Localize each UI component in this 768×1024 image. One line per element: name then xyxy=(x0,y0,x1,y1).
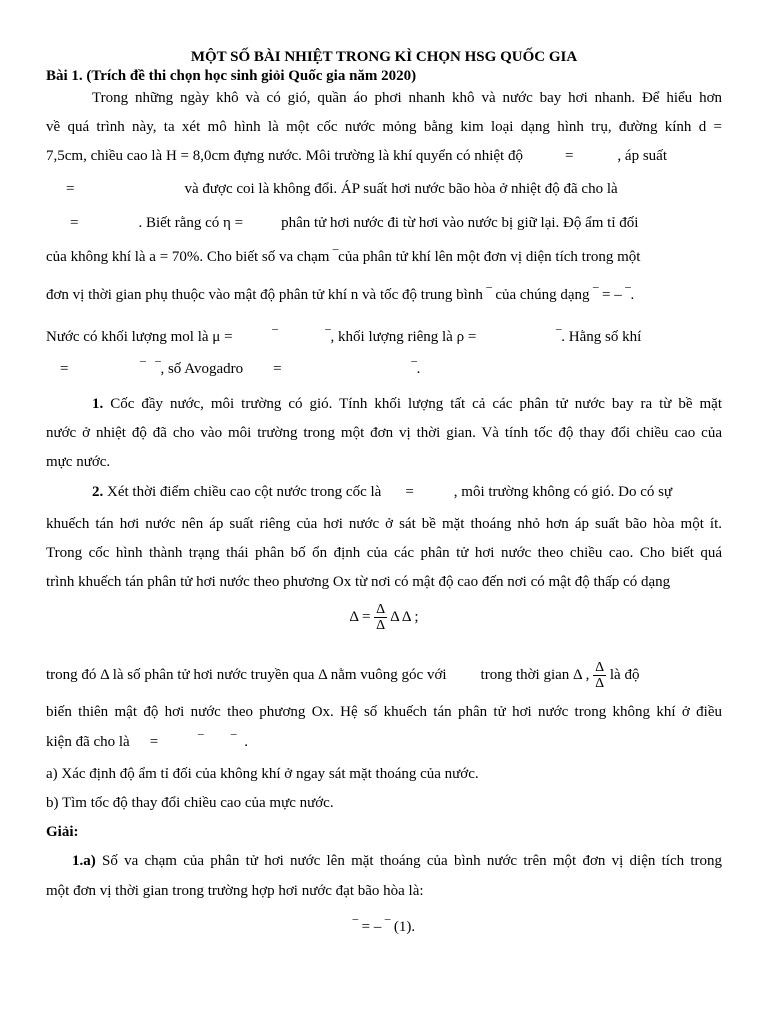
text-line: biến thiên mật độ hơi nước theo phương Ox. Hệ số khuếch tán phân tử hơi nước trong không khí ở điều xyxy=(46,704,722,720)
text-line: 7,5cm, chiều cao là H = 8,0cm đựng nước. Môi trường là khí quyển có nhiệt độ = , áp suất xyxy=(46,148,667,164)
part-a: a) Xác định độ ẩm tỉ đối của không khí ở ngay sát mặt thoáng của nước. xyxy=(46,766,479,782)
text-line: một đơn vị thời gian trong trường hợp hơi nước đạt bão hòa là: xyxy=(46,883,424,899)
text-line: Trong cốc hình thành trạng thái phân bố ổn định của các phân tử hơi nước theo chiều cao. Cho biết quá xyxy=(46,545,722,561)
text-line: nước ở nhiệt độ đã cho vào môi trường trong một đơn vị thời gian. Và tính tốc độ thay đổi chiều cao của xyxy=(46,425,722,441)
question-1-line: 1. Cốc đầy nước, môi trường có gió. Tính khối lượng tất cả các phân tử nước bay ra từ bề mặt xyxy=(92,396,722,412)
text-line: = ‾ ‾, số Avogadro = ‾. xyxy=(60,361,421,377)
solution-line: 1.a) Số va chạm của phân tử hơi nước lên mặt thoáng của bình nước trên một đơn vị diện tích trong xyxy=(72,853,723,869)
text-line: về quá trình này, ta xét mô hình là một cốc nước mỏng bằng kim loại dạng hình trụ, đường kính d = xyxy=(46,119,722,135)
text-line: trong đó Δ là số phân tử hơi nước truyền qua Δ nằm vuông góc với trong thời gian Δ , $\frac{\Delta}{\Delta}$ là độ xyxy=(46,660,640,691)
question-2-line: 2. Xét thời điểm chiều cao cột nước trong cốc là = , môi trường không có gió. Do có sự xyxy=(92,484,673,500)
solution-label: Giải: xyxy=(46,824,79,840)
page-title: MỘT SỐ BÀI NHIỆT TRONG KÌ CHỌN HSG QUỐC GIA xyxy=(190,49,578,65)
text-line: Nước có khối lượng mol là μ = ‾ ‾, khối lượng riêng là ρ = ‾. Hằng số khí xyxy=(46,329,642,345)
diffusion-equation: Δ = $\frac{\Delta}{\Delta}$ Δ Δ ; xyxy=(349,602,419,633)
fraction: $\frac{\Delta}{\Delta}$ xyxy=(595,660,605,691)
text-line: của không khí là a = 70%. Cho biết số va chạm ‾của phân tử khí lên một đơn vị diện tích trong một xyxy=(46,249,641,265)
text-line: đơn vị thời gian phụ thuộc vào mật độ phân tử khí n và tốc độ trung bình ‾ của chúng dạng ‾ = – ‾. xyxy=(46,287,635,303)
problem-heading: Bài 1. (Trích đề thi chọn học sinh giỏi Quốc gia năm 2020) xyxy=(46,68,417,84)
text-line: = và được coi là không đổi. ÁP suất hơi nước bão hòa ở nhiệt độ đã cho là xyxy=(66,181,618,197)
text-line: trình khuếch tán phân tử hơi nước theo phương Ox từ nơi có mật độ cao đến nơi có mật độ thấp có dạng xyxy=(46,574,671,590)
equation-1: ‾ = – ‾ (1). xyxy=(352,919,416,935)
text-line: Trong những ngày khô và có gió, quần áo phơi nhanh khô và nước bay hơi nhanh. Để hiểu hơn xyxy=(92,90,722,106)
part-b: b) Tìm tốc độ thay đổi chiều cao của mực nước. xyxy=(46,795,334,811)
text-line: kiện đã cho là = ‾ ‾ . xyxy=(46,734,248,750)
text-line: khuếch tán hơi nước nên áp suất riêng của hơi nước ở sát bề mặt thoáng nhỏ hơn áp suất bão hòa một ít. xyxy=(46,516,722,532)
text-line: mực nước. xyxy=(46,454,111,470)
fraction: $\frac{\Delta}{\Delta}$ xyxy=(376,602,386,633)
text-line: = . Biết rằng có η = phân tử hơi nước đi từ hơi vào nước bị giữ lại. Độ ẩm tỉ đối xyxy=(70,215,639,231)
